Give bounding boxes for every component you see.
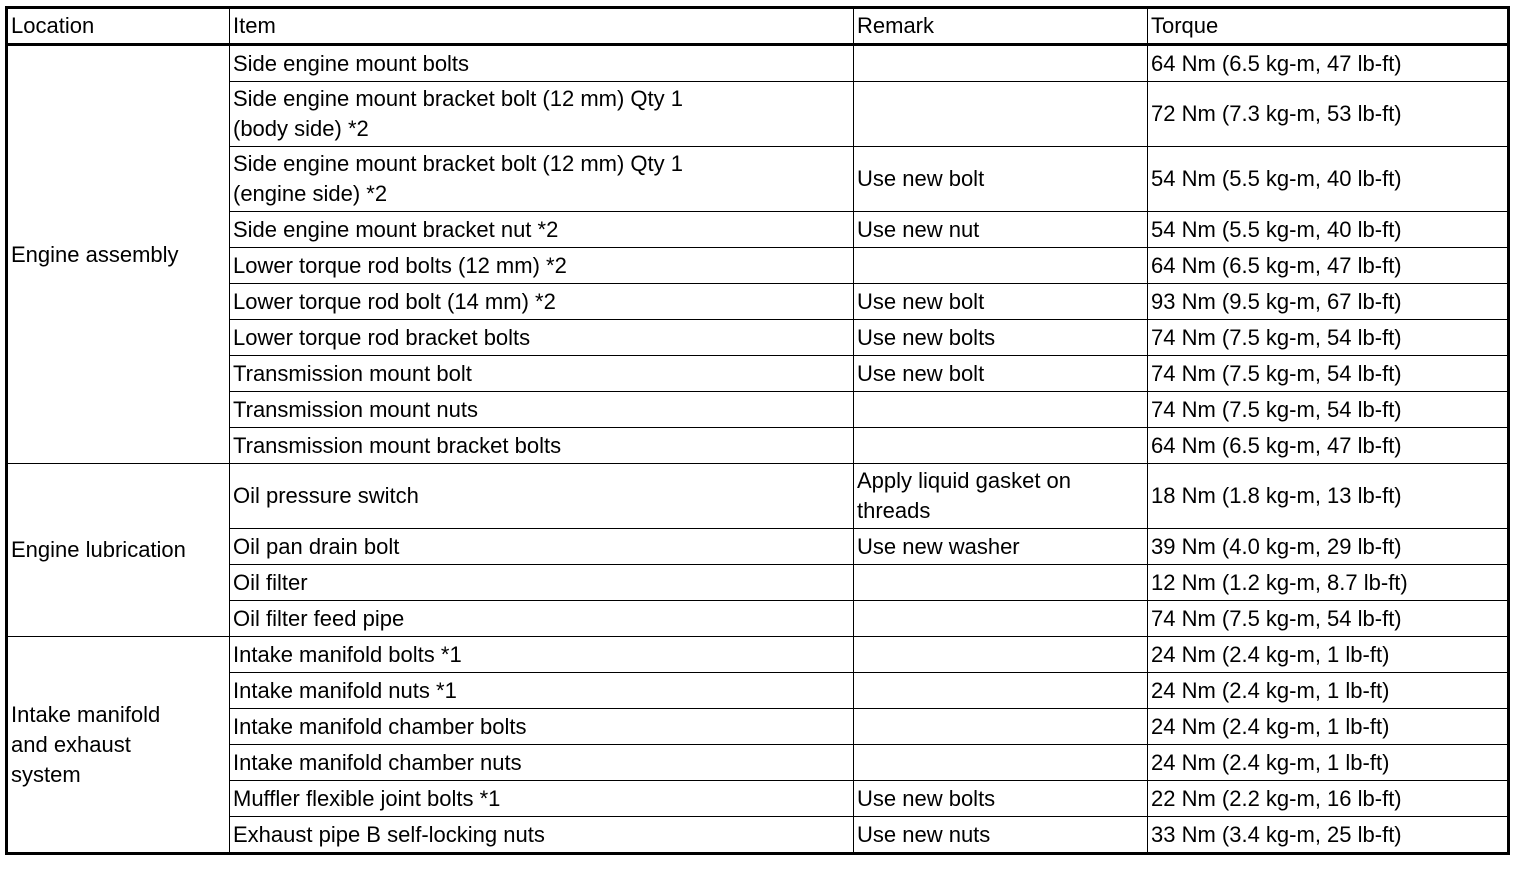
remark-cell	[854, 45, 1148, 82]
torque-cell: 12 Nm (1.2 kg-m, 8.7 lb-ft)	[1148, 565, 1509, 601]
item-cell: Muffler flexible joint bolts *1	[230, 781, 854, 817]
table-row	[7, 565, 1509, 601]
torque-cell: 54 Nm (5.5 kg-m, 40 lb-ft)	[1148, 147, 1509, 212]
remark-cell: Use new nut	[854, 212, 1148, 248]
remark-cell	[854, 565, 1148, 601]
table-row	[7, 745, 1509, 781]
item-cell: Intake manifold nuts *1	[230, 673, 854, 709]
remark-cell	[854, 601, 1148, 637]
table-row	[7, 212, 1509, 248]
remark-cell	[854, 248, 1148, 284]
remark-cell: Use new washer	[854, 529, 1148, 565]
table-row	[7, 817, 1509, 854]
item-cell: Lower torque rod bolts (12 mm) *2	[230, 248, 854, 284]
torque-cell: 18 Nm (1.8 kg-m, 13 lb-ft)	[1148, 464, 1509, 529]
torque-cell: 54 Nm (5.5 kg-m, 40 lb-ft)	[1148, 212, 1509, 248]
torque-cell: 74 Nm (7.5 kg-m, 54 lb-ft)	[1148, 392, 1509, 428]
remark-cell	[854, 392, 1148, 428]
item-cell: Side engine mount bolts	[230, 45, 854, 82]
remark-cell: Use new bolts	[854, 320, 1148, 356]
torque-cell: 93 Nm (9.5 kg-m, 67 lb-ft)	[1148, 284, 1509, 320]
table-row	[7, 82, 1509, 147]
item-cell: Transmission mount bracket bolts	[230, 428, 854, 464]
remark-cell: Use new bolt	[854, 284, 1148, 320]
remark-cell: Apply liquid gasket on threads	[854, 464, 1148, 529]
remark-cell: Use new bolt	[854, 356, 1148, 392]
remark-cell	[854, 709, 1148, 745]
header-torque: Torque	[1148, 8, 1509, 45]
item-cell: Side engine mount bracket bolt (12 mm) Qty 1 (body side) *2	[230, 82, 854, 147]
table-row	[7, 637, 1509, 673]
item-cell: Oil pan drain bolt	[230, 529, 854, 565]
table-row	[7, 428, 1509, 464]
remark-cell: Use new bolts	[854, 781, 1148, 817]
header-remark: Remark	[854, 8, 1148, 45]
table-row	[7, 781, 1509, 817]
table-row	[7, 601, 1509, 637]
table-row	[7, 709, 1509, 745]
location-cell: Engine lubrication	[7, 464, 230, 637]
torque-cell: 64 Nm (6.5 kg-m, 47 lb-ft)	[1148, 428, 1509, 464]
item-cell: Oil filter feed pipe	[230, 601, 854, 637]
torque-cell: 24 Nm (2.4 kg-m, 1 lb-ft)	[1148, 709, 1509, 745]
remark-cell	[854, 745, 1148, 781]
torque-cell: 72 Nm (7.3 kg-m, 53 lb-ft)	[1148, 82, 1509, 147]
item-cell: Side engine mount bracket bolt (12 mm) Qty 1 (engine side) *2	[230, 147, 854, 212]
table-row	[7, 320, 1509, 356]
table-row	[7, 529, 1509, 565]
torque-cell: 39 Nm (4.0 kg-m, 29 lb-ft)	[1148, 529, 1509, 565]
item-cell: Oil pressure switch	[230, 464, 854, 529]
torque-cell: 74 Nm (7.5 kg-m, 54 lb-ft)	[1148, 356, 1509, 392]
item-cell: Transmission mount bolt	[230, 356, 854, 392]
remark-cell	[854, 673, 1148, 709]
table-row	[7, 464, 1509, 529]
torque-cell: 74 Nm (7.5 kg-m, 54 lb-ft)	[1148, 601, 1509, 637]
table-row	[7, 248, 1509, 284]
item-cell: Side engine mount bracket nut *2	[230, 212, 854, 248]
item-cell: Lower torque rod bolt (14 mm) *2	[230, 284, 854, 320]
header-item: Item	[230, 8, 854, 45]
item-cell: Intake manifold bolts *1	[230, 637, 854, 673]
item-cell: Exhaust pipe B self-locking nuts	[230, 817, 854, 854]
table-row	[7, 673, 1509, 709]
remark-cell	[854, 637, 1148, 673]
location-cell: Intake manifold and exhaust system	[7, 637, 230, 854]
header-location: Location	[7, 8, 230, 45]
torque-spec-table	[5, 6, 1510, 855]
torque-cell: 74 Nm (7.5 kg-m, 54 lb-ft)	[1148, 320, 1509, 356]
item-cell: Transmission mount nuts	[230, 392, 854, 428]
torque-spec-table-container	[5, 6, 1510, 855]
remark-cell	[854, 82, 1148, 147]
remark-cell	[854, 428, 1148, 464]
item-cell: Intake manifold chamber bolts	[230, 709, 854, 745]
table-row	[7, 147, 1509, 212]
torque-cell: 33 Nm (3.4 kg-m, 25 lb-ft)	[1148, 817, 1509, 854]
torque-cell: 24 Nm (2.4 kg-m, 1 lb-ft)	[1148, 673, 1509, 709]
torque-cell: 24 Nm (2.4 kg-m, 1 lb-ft)	[1148, 637, 1509, 673]
remark-cell: Use new bolt	[854, 147, 1148, 212]
table-row	[7, 284, 1509, 320]
location-cell: Engine assembly	[7, 45, 230, 464]
remark-cell: Use new nuts	[854, 817, 1148, 854]
torque-cell: 64 Nm (6.5 kg-m, 47 lb-ft)	[1148, 45, 1509, 82]
header-row	[7, 8, 1509, 45]
torque-cell: 64 Nm (6.5 kg-m, 47 lb-ft)	[1148, 248, 1509, 284]
torque-cell: 24 Nm (2.4 kg-m, 1 lb-ft)	[1148, 745, 1509, 781]
table-row	[7, 45, 1509, 82]
item-cell: Lower torque rod bracket bolts	[230, 320, 854, 356]
table-row	[7, 356, 1509, 392]
item-cell: Intake manifold chamber nuts	[230, 745, 854, 781]
table-row	[7, 392, 1509, 428]
item-cell: Oil filter	[230, 565, 854, 601]
torque-cell: 22 Nm (2.2 kg-m, 16 lb-ft)	[1148, 781, 1509, 817]
